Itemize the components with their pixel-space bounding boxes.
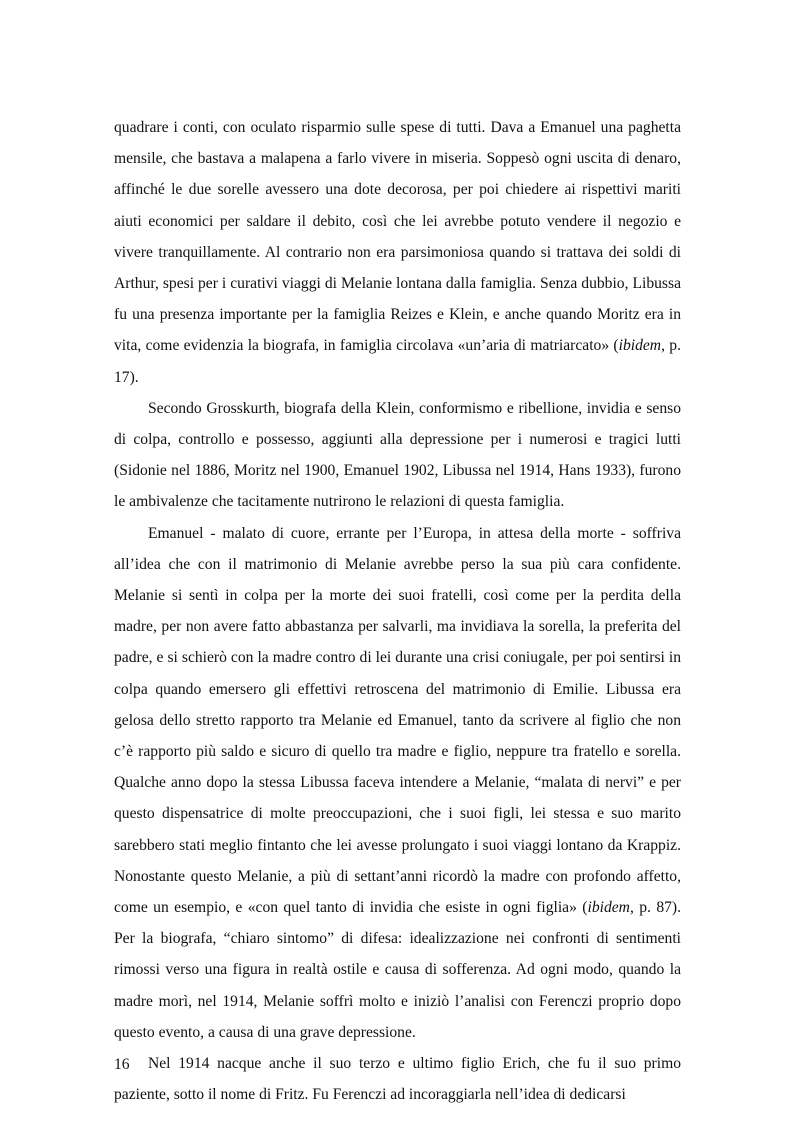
paragraph xyxy=(114,112,681,393)
text-segment: Nel 1914 nacque anche il suo terzo e ultimo figlio Erich, che fu il suo primo paziente, sotto il nome di Fritz. Fu Ferenczi ad incoraggiarla nell’idea di dedicarsi xyxy=(114,1055,681,1104)
paragraph xyxy=(114,1048,681,1110)
text-segment: Secondo Grosskurth, biografa della Klein, conformismo e ribellione, invidia e senso di colpa, controllo e possesso, aggiunti alla depressione per i numerosi e tragici lutti (Sidonie nel 1886, Moritz nel 1900, Emanuel 1902, Libussa nel 1914, Hans 1933), furono le ambivalenze che tacitamente nutrirono le relazioni di questa famiglia. xyxy=(114,399,681,511)
text-segment: , p. 87). Per la biografa, “chiaro sintomo” di difesa: idealizzazione nei confronti di sentimenti rimossi verso una figura in realtà ostile e causa di sofferenza. Ad ogni modo, quando la madre morì, nel 1914, Melanie soffrì molto e iniziò l’analisi con Ferenczi proprio dopo questo evento, a causa di una grave depressione. xyxy=(114,899,682,1041)
italic-text: ibidem xyxy=(587,899,630,917)
text-segment: quadrare i conti, con oculato risparmio sulle spese di tutti. Dava a Emanuel una paghetta mensile, che bastava a malapena a farlo vivere in miseria. Soppesò ogni uscita di denaro, affinché le due sorelle avessero una dote decorosa, per poi chiedere ai rispettivi mariti aiuti economici per saldare il debito, così che lei avrebbe potuto vendere il negozio e vivere tranquillamente. Al contrario non era parsimoniosa quando si trattava dei soldi di Arthur, spesi per i curativi viaggi di Melanie lontana dalla famiglia. Senza dubbio, Libussa fu una presenza importante per la famiglia Reizes e Klein, e anche quando Moritz era in vita, come evidenzia la biografa, in famiglia circolava «un’aria di matriarcato» ( xyxy=(114,119,681,355)
text-segment: Emanuel - malato di cuore, errante per l’Europa, in attesa della morte - soffriva all’idea che con il matrimonio di Melanie avrebbe perso la sua più cara confidente. Melanie si sentì in colpa per la morte dei suoi fratelli, così come per la perdita della madre, per non avere fatto abbastanza per salvarli, ma invidiava la sorella, la preferita del padre, e si schierò con la madre contro di lei durante una crisi coniugale, per poi sentirsi in colpa quando emersero gli effettivi retroscena del matrimonio di Emilie. Libussa era gelosa dello stretto rapporto tra Melanie ed Emanuel, tanto da scrivere al figlio che non c’è rapporto più saldo e sicuro di quello tra madre e figlio, neppure tra fratello e sorella. Qualche anno dopo la stessa Libussa faceva intendere a Melanie, “malata di nervi” e per questo dispensatrice di molte preoccupazioni, che i suoi figli, lei stessa e suo marito sarebbero stati meglio fintanto che lei avesse prolungato i suoi viaggi lontano da Krappiz. Nonostante questo Melanie, a più di settant’anni ricordò la madre con profondo affetto, come un esempio, e «con quel tanto di invidia che esiste in ogni figlia» ( xyxy=(114,524,681,917)
paragraph xyxy=(114,393,681,518)
text-segment: , p. 17). xyxy=(114,337,681,386)
italic-text: ibidem xyxy=(618,337,662,355)
paragraph xyxy=(114,518,681,1048)
body-text xyxy=(114,112,681,1111)
page-number: 16 xyxy=(114,1056,130,1073)
